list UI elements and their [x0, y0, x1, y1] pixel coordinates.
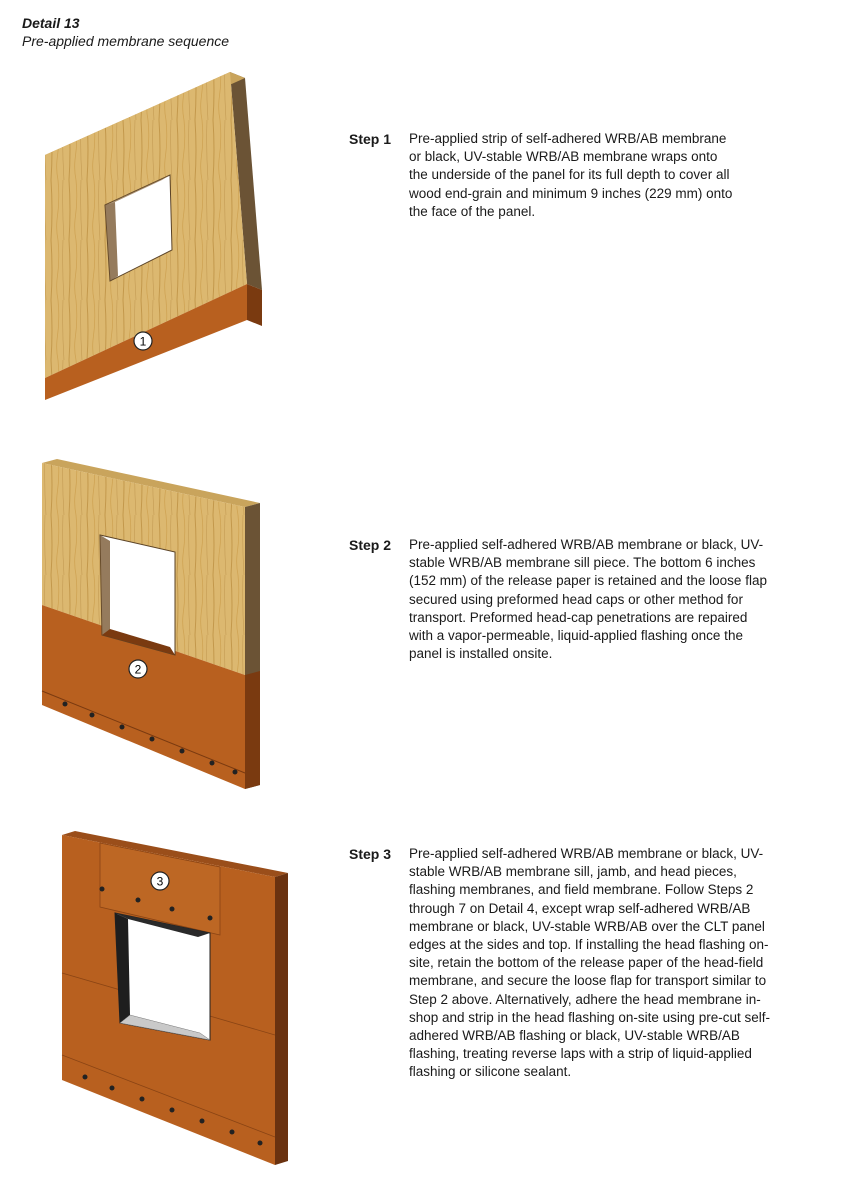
step-1-label: Step 1: [349, 131, 392, 147]
step-1-text: Pre-applied strip of self-adhered WRB/AB membrane or black, UV-stable WRB/AB membrane wraps onto the underside of the panel for its full depth to cover all wood end-grain and minimum 9 inches (229 mm) onto the face of the panel.: [409, 131, 733, 219]
step-marker-1-label: 1: [139, 334, 147, 349]
step-1: [349, 130, 789, 221]
detail-subtitle: Pre-applied membrane sequence: [22, 33, 230, 49]
step-3: [349, 845, 789, 1082]
step-marker-2-label: 2: [134, 662, 142, 677]
step-2: [349, 536, 789, 663]
step-2-text: Pre-applied self-adhered WRB/AB membrane or black, UV-stable WRB/AB membrane sill piece. The bottom 6 inches (152 mm) of the release paper is retained and the loose flap secured using preformed head caps or other method for transport. Preformed head-cap penetrations are repaired with a vapor-permeable, liquid-applied flashing once the panel is installed onsite.: [409, 537, 767, 662]
step-2-illustration: [30, 455, 280, 800]
step-3-illustration: [50, 825, 300, 1175]
step-2-label: Step 2: [349, 537, 392, 553]
step-3-text: Pre-applied self-adhered WRB/AB membrane or black, UV-stable WRB/AB membrane sill, jamb, and head pieces, flashing membranes, and field membrane. Follow Steps 2 through 7 on Detail 4, except wrap self-adhered WRB/AB membrane or black, UV-stable WRB/AB over the CLT panel edges at the sides and top. If installing the head flashing on-site, retain the bottom of the release paper of the head-field membrane, and secure the loose flap for transport similar to Step 2 above. Alternatively, adhere the head membrane in-shop and strip in the head flashing on-site using pre-cut self-adhered WRB/AB flashing or black, UV-stable WRB/AB flashing, treating reverse laps with a strip of liquid-applied flashing or silicone sealant.: [409, 846, 770, 1080]
detail-header: [22, 14, 229, 50]
step-marker-3-label: 3: [156, 874, 164, 889]
detail-title: Detail 13: [22, 15, 80, 31]
step-1-illustration: [30, 60, 280, 410]
step-3-label: Step 3: [349, 846, 392, 862]
